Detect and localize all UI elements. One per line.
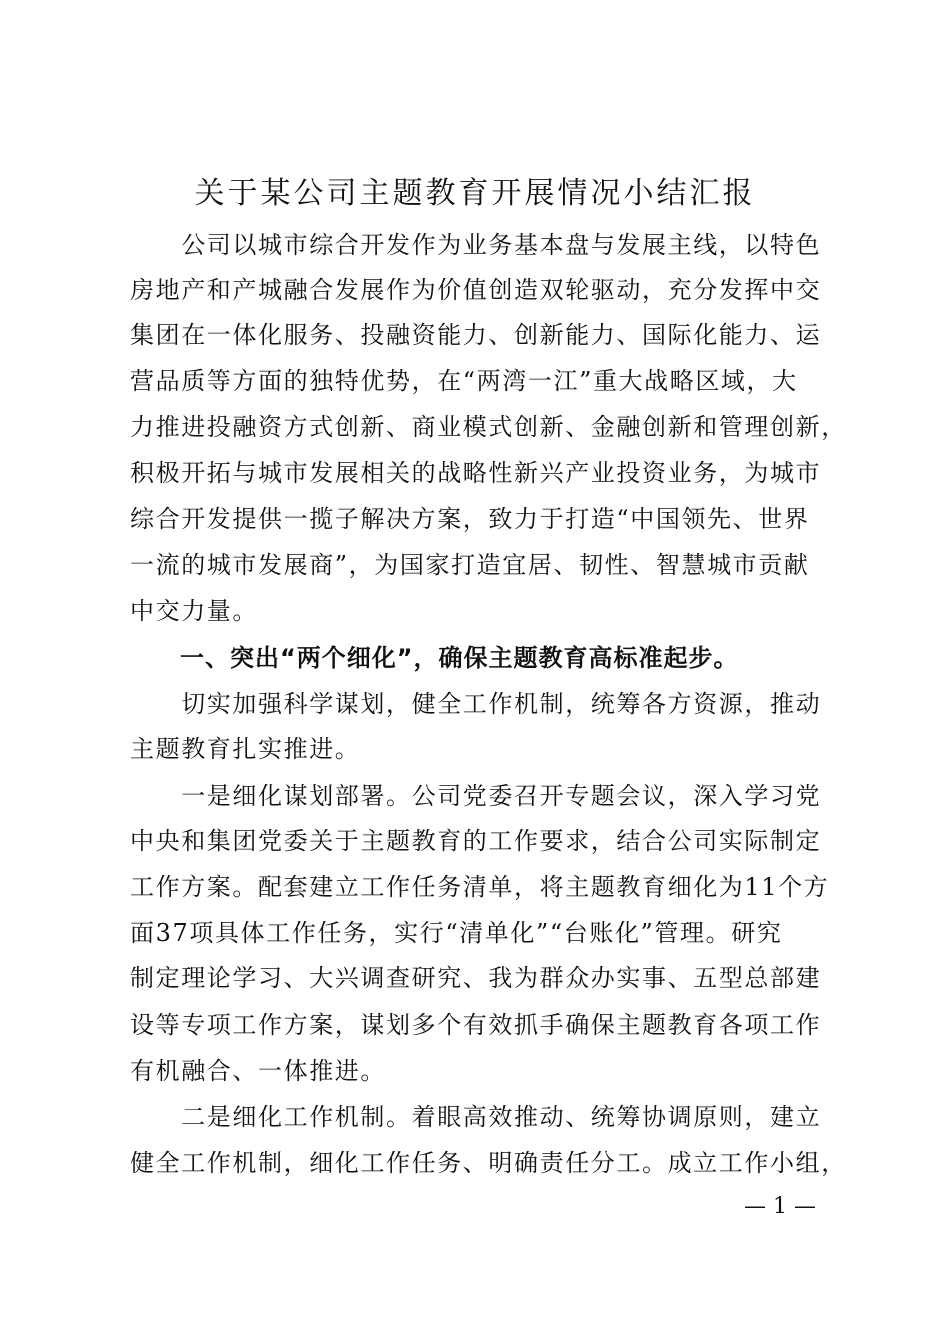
body-line: 一是细化谋划部署。公司党委召开专题会议，深入学习党 [130, 782, 822, 810]
body-line: 营品质等方面的独特优势，在“两湾一江”重大战略区域，大 [130, 367, 798, 395]
body-line: 一流的城市发展商”，为国家打造宜居、韧性、智慧城市贡献 [130, 551, 810, 579]
body-line: 主题教育扎实推进。 [130, 735, 361, 763]
body-line: 力推进投融资方式创新、商业模式创新、金融创新和管理创新， [130, 413, 847, 441]
body-line: 积极开拓与城市发展相关的战略性新兴产业投资业务，为城市 [130, 459, 822, 487]
body-line: 中央和集团党委关于主题教育的工作要求，结合公司实际制定 [130, 827, 822, 855]
body-line: 公司以城市综合开发作为业务基本盘与发展主线，以特色 [130, 231, 822, 259]
body-line: 二是细化工作机制。着眼高效推动、统筹协调原则，建立 [130, 1103, 822, 1131]
body-line: 切实加强科学谋划，健全工作机制，统筹各方资源，推动 [130, 690, 822, 718]
body-line: 面37项具体工作任务，实行“清单化”“台账化”管理。研究 [130, 919, 783, 947]
body-line: 房地产和产城融合发展作为价值创造双轮驱动，充分发挥中交 [130, 276, 822, 304]
body-line: 健全工作机制，细化工作任务、明确责任分工。成立工作小组， [130, 1149, 847, 1177]
document-title: 关于某公司主题教育开展情况小结汇报 [194, 176, 756, 211]
body-line: 综合开发提供一揽子解决方案，致力于打造“中国领先、世界 [130, 505, 810, 533]
body-line: 集团在一体化服务、投融资能力、创新能力、国际化能力、运 [130, 321, 822, 349]
section-heading: 一、突出“两个细化”，确保主题教育高标准起步。 [130, 644, 739, 672]
body-line: 制定理论学习、大兴调查研究、我为群众办实事、五型总部建 [130, 964, 822, 992]
page-number: — 1 — [744, 1194, 816, 1219]
body-line: 设等专项工作方案，谋划多个有效抓手确保主题教育各项工作 [130, 1011, 822, 1039]
body-line: 中交力量。 [130, 597, 258, 625]
body-line: 工作方案。配套建立工作任务清单，将主题教育细化为11个方 [130, 873, 830, 901]
body-line: 有机融合、一体推进。 [130, 1057, 386, 1085]
